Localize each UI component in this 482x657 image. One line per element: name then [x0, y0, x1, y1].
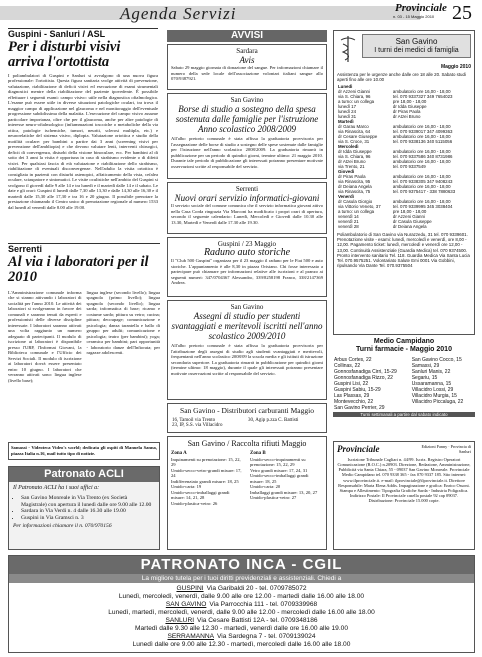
- imprint-publisher: Edizioni Fanny · Provincia di Sanluri: [421, 444, 471, 455]
- table-row: [337, 189, 471, 194]
- assegni-box: [167, 300, 327, 400]
- acli-footer: Per informazioni chiamare il n. 070/970156: [13, 523, 112, 530]
- table-cell: lunedì 31: [338, 114, 357, 119]
- table-cell: Gonnosfanadiga Cirri, 15-29: [334, 368, 397, 375]
- table-cell: dr Atzei Bruno: [392, 114, 421, 119]
- table-cell: [247, 423, 323, 428]
- pharmacies-panel: [333, 338, 475, 438]
- table-cell: Venerdì: [338, 194, 354, 199]
- table-cell: tel. 070 9339995 345 3038404: [392, 204, 453, 209]
- table-cell: Villacidro Murgia, 15: [411, 392, 457, 399]
- notice-box: [8, 442, 160, 460]
- inca-office-hours: Lunedì, martedì, mercoledì, venerdì, dalle 9.00 alle 12.00 - mercoledì dalle 16.00 alle 18.00: [108, 609, 375, 616]
- table-cell: Mercoledì: [338, 144, 359, 149]
- orari-title: Nuovi orari servizio informatici-giovani: [174, 193, 320, 204]
- pharmacies-title: Turni farmacie - Maggio 2010: [356, 346, 452, 354]
- orari-body: Il servizio sociale del comune comunica che il servizio informatica giovani attivo nella Casa Corda ringrazia Via Marconi ha modificato i propri orari di apertura, secondo il seguente calendario: Lunedì, Mercoledì e Giovedì dalle 10.30 alle 13.30, Martedì e Venerdì dalle 17.30 alle 19.30.: [171, 203, 323, 225]
- assegni-body: All'albo pretorio comunale è stata affissa la graduatoria provvisoria per l'attribuzione degli assegni di studio agli studenti svantaggiati e meritevoli, frequentanti nell'anno scolastico 2008/09 la scuola media e gli istituti di istruzione secondaria superiore. La graduatoria rimarrà in pubblicazione per quindici giorni (termine ultimo: 18 maggio), durante il quale gli interessati potranno presentare motivate osservazioni scritte al responsabile del servizio.: [171, 343, 323, 376]
- table-cell: via Vittorio Veneto, 37: [338, 204, 381, 209]
- table-cell: dr Piras Paola: [392, 109, 421, 114]
- imprint-box: [333, 441, 475, 550]
- inca-office-town: SANLURI: [165, 617, 195, 624]
- article-kicker: Guspini - Sanluri / ASL: [8, 29, 106, 39]
- rifiuti-title: San Gavino / Raccolta rifiuti Maggio: [187, 439, 307, 448]
- table-cell: Guspini Lisi, 22: [334, 380, 369, 387]
- table-cell: Samassi, 29: [411, 362, 440, 369]
- table-cell: dr Atzei Bruno: [338, 159, 366, 164]
- table-cell: dr Idda Giuseppe: [392, 104, 427, 109]
- article2-body-a: L'Amministrazione comunale informa che si stanno attivando i laboratori di socialità per l'anno 2010. Le attività dei laboratori si svolgeranno in favore dei comunali e saranno tenuti da esperti e professionisti delle diverse discipline interessate. I laboratori saranno attivati una volta raggiunto un numero adeguato di partecipanti. Il modulo di iscrizione ai laboratori è disponibile presso l'URP, l'Informat Giovani, la Biblioteca comunale e l'Ufficio dei Servizi Sociali. Il modulo di iscrizione ai laboratori dovrà essere presentato entro 10 giugno. I laboratori che verranno attivati sono: lingua inglese (livello base);: [8, 289, 82, 383]
- table-cell: via Trento, 21: [338, 164, 365, 169]
- table-cell: Collinas, 22: [334, 362, 361, 369]
- inca-office-address: Via Sardegna 7 - tel. 0709139024: [217, 633, 316, 640]
- notice-text: Samassi - Videoteca Video's world; dedicata gli ospiti di Manuela Sanna, piazza Italia n.16, mail tutto tipo di notizie.: [11, 445, 157, 456]
- table-cell: ambulatorio ore 16,00 - 18,00: [392, 149, 451, 154]
- inca-office-town: GUSPINI: [176, 585, 204, 592]
- table-cell: ambulatorio ore 16,00 - 18,00: [392, 174, 451, 179]
- zone-b-schedule: Umido-secco-inquinamenti su prenotazione: 15, 22, 29 Vetro grandi misure: 17, 24, 31 Umido-secco-imballaggi grandi misure: 18, 25 Umido-carta: 20 Imballaggi grandi misure: 13, 20, 27 Umido-plastica-vetro: 27: [250, 456, 318, 501]
- table-cell: San Gavino Perrier, 29: [334, 404, 385, 411]
- table-cell: ambulatorio ore 16,00 - 18,00: [392, 159, 451, 164]
- table-cell: tel. 070 9339017 347 4099363: [392, 129, 453, 134]
- table-cell: via Rinascita, 75: [338, 189, 371, 194]
- doctors-table: [337, 84, 471, 229]
- table-cell: Arbus Cortes, 22: [334, 356, 372, 363]
- acli-intro: Il Patronato ACLI ha i suoi uffici a:: [13, 485, 100, 491]
- table-row: [337, 224, 471, 229]
- inca-box: [8, 555, 475, 653]
- raduno-title: Raduno auto storiche: [203, 247, 291, 259]
- table-cell: dr Piras Paola: [338, 174, 366, 179]
- acli-title: Patronato ACLI: [9, 467, 159, 482]
- table-cell: 30, Agip p.zza C. Battisti: [248, 418, 299, 423]
- borse-title: Borse di studio a sostegno della spesa sostenuta dalle famiglie per l'istruzione Anno scolastico 2008/2009: [175, 104, 319, 135]
- table-cell: Gonnosfanadiga Rizzo, 22: [334, 374, 393, 381]
- page-number: 25: [452, 2, 472, 24]
- carburanti-table: [171, 418, 323, 428]
- table-cell: tel. 070 9338305 347 9408243: [392, 179, 453, 184]
- article2-body-b: lingua inglese (secondo livello); lingua spagnola (primo livello); lingua spagnola (secondo livello); lingua sarda; informatica di base; ricamo e costume sardo; pittura su vetro; cucina; pittura; decoupage; comunicazione e psicologia; danza tarantella e ballo di gruppo per adulti; comunicazione e psicologia; teatro (per bambini); yoga; ceramica per bambini; pari opportunità - laboratorio danze dell'Infiorata; per ragazze adolescenti.: [86, 289, 160, 356]
- table-cell: Villacidro Piccaluga, 22: [411, 398, 464, 405]
- table-cell: dr Idda Giuseppe: [338, 149, 372, 154]
- table-cell: lunedì 24: [338, 109, 357, 114]
- inca-office-hours: Martedì dalle 9.30 alle 12.30 - martedì, venerdì dalle ore 16.00 alle 19.00: [135, 625, 348, 632]
- table-cell: Giovedì: [338, 169, 355, 174]
- carburanti-title: San Gavino - Distributori carburanti Maggio: [180, 406, 314, 415]
- table-cell: Guspini Sabiu, 15-29: [334, 386, 381, 393]
- inca-office-line: [9, 585, 474, 593]
- table-row: [171, 423, 323, 428]
- inca-subtitle: La migliore tutela per i tuoi diritti previdenziali e assistenziali. Chiedi a: [9, 574, 474, 583]
- table-cell: via Rinascita, 64: [338, 129, 371, 134]
- zone-a-label: Zona A: [171, 450, 187, 456]
- table-cell: dr Casula Giuseppe: [392, 219, 432, 224]
- acli-list: [9, 495, 159, 521]
- table-cell: via S. Chiara, 96: [338, 154, 371, 159]
- pharmacies-town: Medio Campidano: [373, 338, 435, 345]
- borse-town: San Gavino: [230, 96, 264, 104]
- doctors-month: Maggio 2010: [440, 64, 471, 70]
- orari-box: [167, 182, 327, 234]
- borse-body: All'albo pretorio comunale è stata affissa la graduatoria provvisoria per l'assegnazione delle borse di studio a sostegno delle spese sostenute dalle famiglie per l'istruzione nell'anno scolastico 2008/2009. La graduatoria rimarrà in pubblicazione per un periodo di quindici giorni, termine ultimo: 21 maggio 2010. Durante tale periodo di pubblicazione gli interessati potranno presentare motivate osservazioni scritte al responsabile del servizio.: [171, 136, 323, 169]
- table-cell: San Gavino Cocco, 15: [411, 356, 462, 363]
- table-cell: venerdì 14: [338, 214, 359, 219]
- table-cell: Sanluri Manis, 22: [411, 368, 451, 375]
- zone-b-label: Zona B: [250, 450, 266, 456]
- carburanti-box: [167, 403, 327, 433]
- table-cell: venerdì 21: [338, 219, 359, 224]
- table-cell: lunedì 17: [338, 104, 357, 109]
- table-cell: ambulatorio ore 16,00 - 18,00: [392, 124, 451, 129]
- table-cell: pre 18,00 - 18,00: [392, 99, 427, 104]
- orari-town: Serrenti: [235, 185, 259, 193]
- table-cell: ambulatorio ore 16,00 - 18,00: [392, 199, 451, 204]
- avis-body: Sabato 29 maggio giornata di donazione del sangue. Per informazioni chiamare il numero della sede locale dell'associazione volontari italiani sangue allo 070/9387921.: [171, 65, 323, 82]
- table-cell: a turno: un collega: [338, 99, 375, 104]
- table-cell: Montevecchio, 22: [334, 398, 374, 405]
- article2-headline: Al via i laboratori per il 2010: [8, 253, 149, 285]
- inca-title: PATRONATO INCA - CGIL: [9, 556, 474, 574]
- table-cell: ambulatorio ore 16,00 - 18,00: [392, 134, 451, 139]
- table-cell: pre 18,00 - 18,00: [392, 209, 427, 214]
- avis-town: Sardara: [236, 47, 258, 55]
- table-cell: venerdì 28: [338, 224, 359, 229]
- imprint-body: Iscrizione Tribunale Cagliari n. 44/99. Iscriz. Registro Operatori Comunicazione (R.O.C.) n.20903. Direzione, Redazione, Amministrazione, Pubblicità via Santa Chiara, 55 - 09037 San Gavino Monreale. Provinciale Medio Campidano tel. 070 9338 365 - fax 070 9337 185. Sito internet: www.ilprovinciale.it. e-mail: ilprovinciale@ilprovinciale.it. Direttore Responsabile: Maria Elena Addis. Impaginazione e grafica: Enrico Ossoni. Stampa e Allestimento: Tipografia Grafiche Sarda - Industria Poligrafica. Indirizzo Postale: Il Provinciale casella postale 92 cap 09037. Distribuzione: Provinciale 15.000 copie.: [337, 456, 471, 504]
- doctors-heading: [362, 34, 471, 58]
- table-cell: dr Deiana Angela: [392, 224, 427, 229]
- article-body: I poliambulatori di Guspini e Sanluri si avvalgono di una nuova figura professionale: l'ortottista. Questa figura sanitaria svolge attività di prevenzione, valutazione, riabilitazione di deficit visivi ed esecuzione di esami strumentali diagnostici mentre della riabilitazione del paziente ipovedente. È possibile effettuare i seguenti esami: campo visivo: utile nella diagnostica oftalmologica. L'esame può essere utile in diverse situazioni patologiche oculari, tra trova il maggior campo di applicazione nel glaucoma e nel monitoraggio dell'eventuale progressione subdolissima della malattia. L'esecuzione del campo visivo assume particolare importanza, oltre che per il glaucoma, anche per altre patologie di interesse neuro-oftalmologico (infiammazioni toscoiche o metaboliche della via ottica, patologie ischemiche, tumori, neuriti, sclerosi multipla, etc.) e neurorelatiche del sistema visivo, diplopia. Valutazione ortottica e studio della motilità oculare: per bambini a partire dai 3 anni (screening visivi per prevenzione dell'ambliopia) e che devono valutare lenti, interventi chirurgici, deficit di convergenza, disturbi della visione binoculare, ecc. Per bambini al di sotto dei 3 anni la visita è opportuna in caso di strabismo evidente o di difetti visivi. Per qualsiasi fascia di età valutazione e riabilitazione dello strabismo, riabilitazione di eventuali disconvergenze. Nell'adulto la visita ortottica è consigliata in pazienti con disturbi astenopici, affaticamento della vista, cefalea oculare, sciaupatore e sintomatici. Le visite oculistiche nell'ambito del Guspini si svolgono il giovedì dalle 9 alle 14 e tra lunedì e il martedì dalle 14 e il sabato. Le date e gli orari: Guspini il lunedì dalle 7,30 alle 13,30 e dalle 14,30 alle 16,30 e il martedì dalle 15,30 alle 17,30 e tra 16 e 20 giugno. Il possibile prenotare la prestazione chiamando il Centro unico di prenotazione regionale al numero 1533 dal lunedì al venerdì dalle 8.00 alle 19.00.: [8, 72, 158, 210]
- acli-box: [8, 466, 160, 550]
- inca-office-address: Via Cesare Battisti 12A - tel. 0709348186: [197, 617, 318, 624]
- acli-item: • Guspini in Via Gramsci n. 3: [21, 515, 153, 522]
- inca-office-address: Via Garibaldi 20 - tel. 0709785072: [206, 585, 307, 592]
- table-cell: tel. 070 9375417 - 338 7880633: [392, 189, 456, 194]
- table-cell: dr Azzeni Gianni: [338, 89, 370, 94]
- table-cell: dr Azzeni Gianni: [392, 214, 425, 219]
- inca-office-town: SAN GAVINO: [165, 601, 207, 608]
- table-cell: dr Garau Marco: [338, 124, 369, 129]
- inca-office-address: Via Parrocchia 111 - tel. 0709339968: [209, 601, 318, 608]
- table-cell: 16, Tamoil via Trento: [172, 418, 216, 423]
- acli-item: • San Gavino Monreale in Via Trento (ex Società Magistrale) con apertura il lunedì dalle ore 9.00 alle 12.00: [21, 495, 153, 508]
- avvisi-label: AVVISI: [167, 30, 327, 42]
- issue-line: n. 03 - 15 Maggio 2010: [393, 14, 435, 19]
- article-laboratori: [8, 243, 160, 383]
- assegni-town: San Gavino: [230, 303, 264, 311]
- table-cell: a turno: un collega: [338, 209, 375, 214]
- table-cell: via S. Croce, 31: [338, 139, 370, 144]
- table-cell: tel. 070 9338136 340 5115056: [392, 139, 453, 144]
- doctors-intro: Assistenza per le urgenze anche dalle ore 18 alle 20. Sabato studi aperti fino alle ore 10.00: [337, 72, 466, 82]
- imprint-logo: Provinciale: [337, 444, 380, 454]
- raduno-town: Guspini / 23 Maggio: [217, 240, 277, 248]
- table-cell: Segariu, 15: [411, 374, 438, 381]
- inca-office-town: SERRAMANNA: [167, 633, 215, 640]
- doctors-town: San Gavino: [395, 37, 438, 46]
- table-cell: ambulatorio ore 16,00 - 18,00: [392, 184, 451, 189]
- pharmacies-note: Turni settimanali a partire dal sabato indicato: [333, 412, 475, 417]
- inca-offices: [9, 583, 474, 649]
- doctors-footer: Poliambulatorio di San Gavino via Nurazzedu, 31 tel. 070 9339601. Prenotazione visite - esami: lunedì, mercoledì e venerdì, ore 8,00 - 12,00. Pagamento ticket: lunedì, mercoledì e venerdì ore 12,00 - 13,00. Continuità Assistenziale (Guardia Medica) tel. 070 9374500. Pronto intervento sanitario Tel. 118. Guardia Medica Via Santa Lucia Tel. 070.9575251. Volontariato Salute Emi 0001 Via Gobbini, ripulsando Via Dante Tel. 070.9375504: [337, 232, 470, 269]
- table-cell: dr Casula Giorgio: [338, 199, 373, 204]
- doctors-panel: [333, 30, 475, 335]
- table-cell: [411, 405, 475, 411]
- table-cell: tel. 070 9337586 340 8731986: [392, 154, 453, 159]
- table-cell: tel. 070 9337549: [392, 164, 426, 169]
- article-headline: Per i disturbi visivi arriva l'ortottista: [8, 38, 121, 70]
- caduceus-icon: [337, 34, 359, 64]
- zone-a-schedule: Inquinamenti su prenotazione: 15, 22, 29 Umido-secco-vetro-grandi misure: 17, 24 Indifferenziato grandi misure: 18, 25 Umido-carta: 19 Umido-secco-imballaggi grandi misure: 14, 21, 28 Umido-plastica-vetro: 26: [171, 456, 242, 506]
- table-cell: tel. 070 9337327 349 7654023: [392, 94, 453, 99]
- table-cell: Lunedì: [338, 84, 353, 89]
- inca-office-hours: Lunedì dalle ore 9.00 alle 12.30 - martedì, mercoledì dalle 16.00 alle 18.00: [132, 641, 351, 648]
- raduno-box: [167, 237, 327, 297]
- inca-office-line: [9, 617, 474, 625]
- table-cell: ambulatorio ore 16,00 - 18,00: [392, 89, 451, 94]
- assegni-title: Assegni di studio per studenti svantaggiati e meritevoli iscritti nell'anno scolastico 2009/2010: [171, 311, 323, 342]
- inca-office-hours: Lunedì, mercoledì, venerdì, dalle 9.00 alle ore 12.00 - martedì dalle 16.00 alle 18.00: [118, 593, 365, 600]
- avis-box: [167, 44, 327, 90]
- newspaper-logo: Provinciale: [395, 2, 447, 14]
- borse-studio-box: [167, 93, 327, 179]
- table-cell: Villacidro Lossi, 29: [411, 386, 454, 393]
- article2-kicker: Serrenti: [8, 244, 43, 254]
- table-cell: 23, IP, S.S. via Villacidro: [172, 423, 223, 428]
- doctors-title: I turni dei medici di famiglia: [374, 46, 459, 54]
- avis-title: Avis: [239, 55, 255, 66]
- table-cell: Ussaramanna, 15: [411, 380, 452, 387]
- pharmacies-table: [333, 357, 475, 411]
- raduno-body: Il "Club 500 Guspini" organizza per il 23 maggio il raduno per le Fiat 500 e auto storiche. L'appuntamento è alle 8,30 in piazza Oristano. Chi fosse interessato a partecipare può chiamare per informazioni relative alle iscrizioni e al pranzo ai seguenti numeri: 347/0704367 Alessandro, 339/8258198 Franco, 338/2147369 Andrea.: [171, 258, 323, 286]
- acli-item: • Sardara in Via Verdi n. 4 dalle 16.30 alle 19.00: [21, 508, 153, 515]
- rifiuti-box: [167, 436, 327, 550]
- inca-office-line: [9, 601, 474, 609]
- table-cell: via Rinascita, 95: [338, 179, 371, 184]
- inca-office-line: [9, 633, 474, 641]
- table-cell: dr Cesare Giuseppe: [338, 134, 378, 139]
- page-header: [0, 0, 482, 24]
- table-cell: dr Deiana Angela: [338, 184, 372, 189]
- table-cell: Martedì: [338, 119, 354, 124]
- table-row: [333, 405, 475, 411]
- table-cell: via S. Chiara, 96: [338, 94, 371, 99]
- table-cell: Las Plassas, 29: [334, 392, 370, 399]
- section-title: Agenda Servizi: [120, 4, 237, 23]
